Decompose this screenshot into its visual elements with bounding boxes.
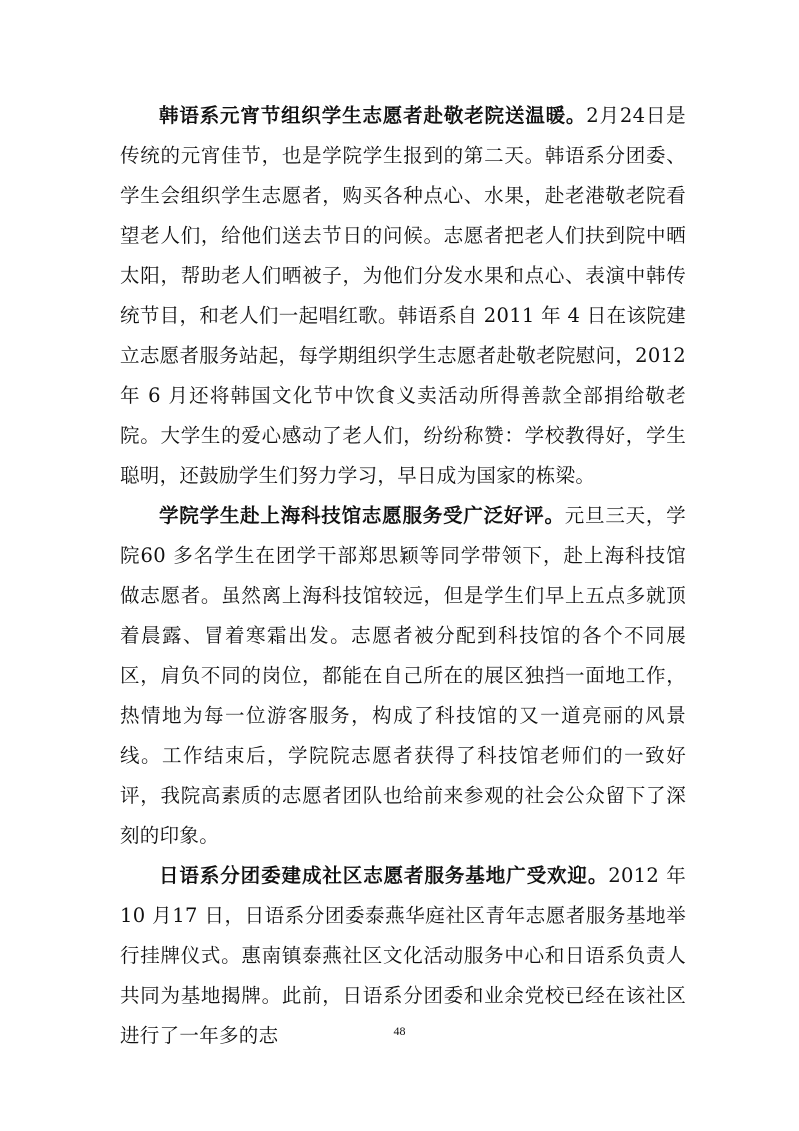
page-body — [120, 96, 686, 1056]
paragraph-heading: 韩语系元宵节组织学生志愿者赴敬老院送温暖。 — [159, 104, 587, 127]
paragraph-science-museum — [120, 496, 686, 856]
page-number: 48 — [393, 1024, 406, 1038]
paragraph-heading: 日语系分团委建成社区志愿者服务基地广受欢迎。 — [159, 864, 609, 887]
paragraph-text: 元旦三天，学院60 多名学生在团学干部郑思颖等同学带领下，赴上海科技馆做志愿者。虽然离上海科技馆较远，但是学生们早上五点多就顶着晨露、冒着寒霜出发。志愿者被分配到科技馆的各个不同展区，肩负不同的岗位，都能在自己所在的展区独挡一面地工作，热情地为每一位游客服务，构成了科技馆的又一道亮丽的风景线。工作结束后，学院院志愿者获得了科技馆老师们的一致好评，我院高素质的志愿者团队也给前来参观的社会公众留下了深刻的印象。 — [120, 504, 686, 847]
paragraph-korean-dept — [120, 96, 686, 496]
paragraph-text: 2月24日是传统的元宵佳节，也是学院学生报到的第二天。韩语系分团委、学生会组织学生志愿者，购买各种点心、水果，赴老港敬老院看望老人们，给他们送去节日的问候。志愿者把老人们扶到院中晒太阳，帮助老人们晒被子，为他们分发水果和点心、表演中韩传统节目，和老人们一起唱红歌。韩语系自 2011 年 4 日在该院建立志愿者服务站起，每学期组织学生志愿者赴敬老院慰问，2012 年 6 月还将韩国文化节中饮食义卖活动所得善款全部捐给敬老院。大学生的爱心感动了老人们，纷纷称赞：学校教得好，学生聪明，还鼓励学生们努力学习，早日成为国家的栋梁。 — [120, 104, 686, 487]
paragraph-heading: 学院学生赴上海科技馆志愿服务受广泛好评。 — [159, 504, 565, 527]
paragraph-text: 2012 年 10 月17 日，日语系分团委泰燕华庭社区青年志愿者服务基地举行挂牌仪式。惠南镇泰燕社区文化活动服务中心和日语系负责人共同为基地揭牌。此前，日语系分团委和业余党校已经在该社区进行了一年多的志 — [120, 864, 686, 1047]
